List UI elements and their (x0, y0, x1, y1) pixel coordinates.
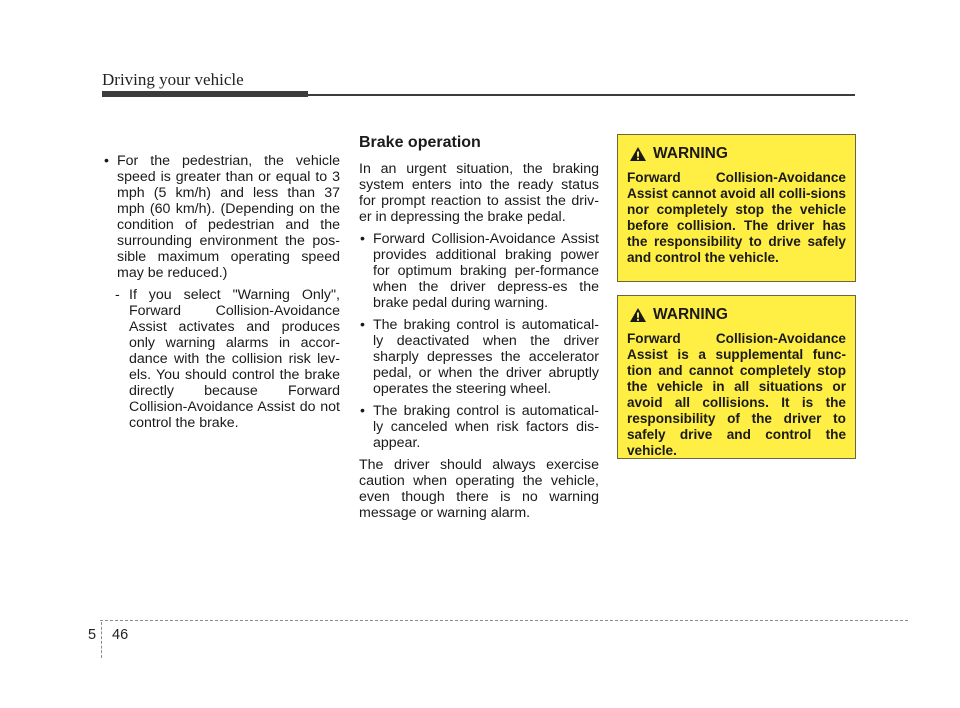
bullet-item (103, 153, 340, 281)
warning-heading (627, 306, 846, 324)
intro-paragraph: In an urgent situation, the braking system enters into the ready status for prompt reaction to assist the driv-er in depressing the brake pedal. (359, 161, 599, 225)
middle-column (359, 134, 599, 527)
bullet-text: The braking control is automatical-ly deactivated when the driver sharply depresses the accelerator pedal, or when the driver abruptly operates the steering wheel. (373, 317, 599, 397)
warning-text: Forward Collision-Avoidance Assist is a supplemental func-tion and cannot completely stop the vehicle in all situations or avoid all collisions. It is the responsibility of the driver to safely drive and control the vehicle. (627, 331, 846, 458)
footer-separator (101, 622, 102, 658)
footer-rule (100, 620, 908, 621)
bullet-item (359, 317, 599, 397)
warning-box (617, 295, 856, 459)
bullet-text: The braking control is automatical-ly canceled when risk factors dis-appear. (373, 403, 599, 451)
warning-triangle-icon (629, 146, 647, 162)
bullet-text: Forward Collision-Avoidance Assist provides additional braking power for optimum braking per-formance when the driver depress-es the brake pedal during warning. (373, 231, 599, 311)
closing-paragraph: The driver should always exercise caution when operating the vehicle, even though there is no warning message or warning alarm. (359, 457, 599, 521)
dash-mark: - (115, 287, 120, 303)
header-rule (308, 94, 855, 96)
warning-title: WARNING (653, 145, 728, 162)
warning-heading (627, 145, 846, 163)
bullet-item (359, 231, 599, 311)
section-number: 5 (88, 627, 97, 643)
section-title: Brake operation (359, 134, 481, 151)
warning-title: WARNING (653, 306, 728, 323)
sub-item (103, 287, 340, 431)
left-column (103, 153, 340, 431)
sub-item-text: If you select "Warning Only", Forward Collision-Avoidance Assist activates and produces only warning alarms in accor-dance with the collision risk lev-els. You should control the brake directly because Forward Collision-Avoidance Assist do not control the brake. (129, 287, 340, 431)
bullet-text: For the pedestrian, the vehicle speed is greater than or equal to 3 mph (5 km/h) and less than 37 mph (60 km/h). (Depending on the condition of pedestrian and the surrounding environment the pos-sible maximum operating speed may be reduced.) (117, 153, 340, 281)
bullet-item (359, 403, 599, 451)
header-accent-bar (102, 91, 308, 97)
warning-text: Forward Collision-Avoidance Assist cannot avoid all colli-sions nor completely stop the vehicle before collision. The driver has the responsibility to drive safely and control the vehicle. (627, 170, 846, 265)
page-number: 46 (112, 627, 129, 643)
page-header-title: Driving your vehicle (102, 70, 244, 89)
warning-triangle-icon (629, 307, 647, 323)
warning-box (617, 134, 856, 282)
